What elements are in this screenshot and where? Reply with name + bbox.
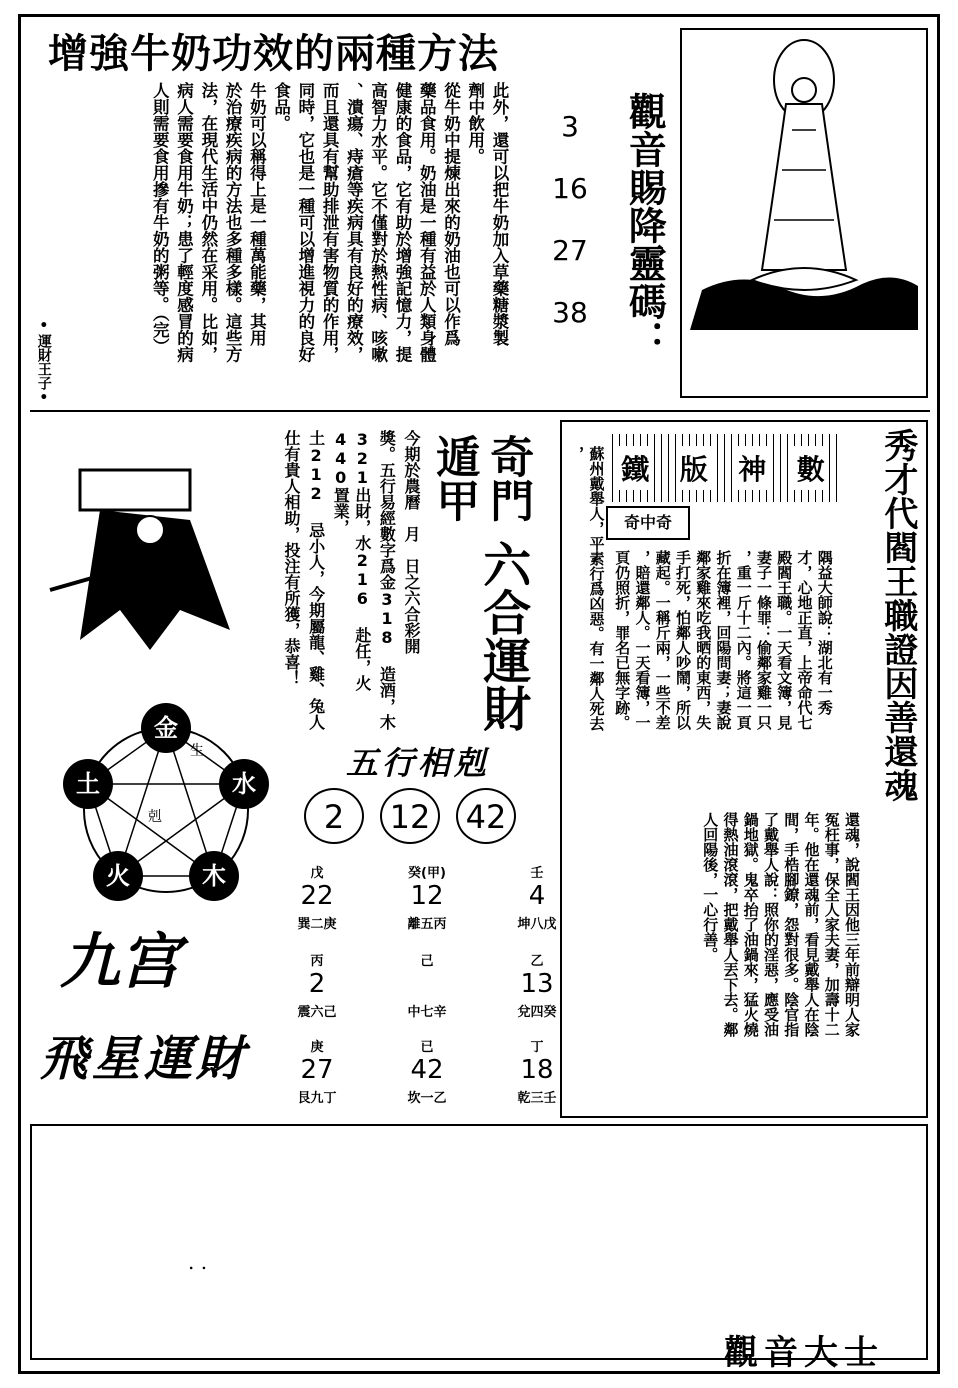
milk-column: 從牛奶中提煉出來的奶油也可以作爲 <box>441 82 461 346</box>
milk-column: 法，在現代生活中仍然在采用。比如， <box>198 82 218 363</box>
grid-cell-num: 27 <box>300 1055 334 1085</box>
wuxing-node-mu: 木 <box>189 851 239 901</box>
guanyin-label: 觀音大士 <box>724 1333 884 1373</box>
xiucai-column-group <box>566 446 607 826</box>
guanyin-number: 16 <box>552 172 588 205</box>
qizhongqi-tag: 奇中奇 <box>606 506 690 540</box>
xiucai-column: 冤枉事，保全人家夫妻，加壽十二 <box>822 812 841 1037</box>
grid-cell-top: 戊 <box>310 866 324 881</box>
xiucai-column: ，賠還鄰人。一天看簿，一 <box>633 550 652 730</box>
milk-column: 牛奶可以稱得上是一種萬能藥，其用 <box>247 82 267 346</box>
xiucai-column: 殿閻王職。一天看文簿，見 <box>775 550 794 730</box>
xiucai-column-group <box>700 812 862 1108</box>
grid-cell-bottom: 震六己 <box>297 1005 337 1020</box>
xiucai-column: ， <box>567 446 586 461</box>
tiebanshen-char-4: 數 <box>793 446 829 490</box>
grid-cell-top: 已 <box>420 1040 434 1055</box>
guanyin-title: 觀音賜降靈碼： <box>622 92 667 358</box>
xiucai-column: 得熱油滾滾，把戴舉人丟下去。鄰 <box>721 812 740 1037</box>
milk-column: 高智力水平。它不僅對於熱性病、咳嗽 <box>368 82 388 363</box>
grid-cell-num <box>372 969 482 1001</box>
guanyin-number: 27 <box>552 234 588 267</box>
grid-cell-bottom: 乾三壬 <box>517 1091 557 1106</box>
grid-cell-num: 2 <box>308 969 326 999</box>
qimen-column: 仕有貴人相助，投注有所獲，恭喜！ <box>282 430 302 686</box>
xiucai-column: 折在簿裡，回陽問妻；妻說 <box>714 550 733 730</box>
milk-article-body <box>58 82 510 408</box>
grid-cell-bottom: 坎一乙 <box>407 1091 447 1106</box>
qimen-column: 今期於農曆 月 日之六合彩開 <box>402 430 421 654</box>
milk-column: 食品。 <box>271 82 291 132</box>
wuxing-node-tu: 土 <box>63 759 113 809</box>
tiebanshen-char-3: 神 <box>734 446 770 490</box>
xiucai-column: 頁仍照折，罪名已無字跡。 <box>613 550 632 730</box>
xiucai-column: 了戴舉人說：照你的淫惡，應受油 <box>762 812 780 1037</box>
milk-column: 劑中飲用。 <box>465 82 485 165</box>
qimen-title-c: 六合運財 <box>474 540 531 732</box>
grid-cell-bottom: 坤八戊 <box>517 917 557 932</box>
grid-cell <box>262 1036 372 1106</box>
wuxing-node-huo: 火 <box>93 851 143 901</box>
guanyin-image <box>680 28 928 398</box>
xiucai-column: 鄰家雞來吃我晒的東西，失 <box>694 550 713 730</box>
xiucai-column: 才，心地正直，上帝命代七 <box>795 550 814 730</box>
xiucai-column: 間，手梏腳鐐，怨對很多。陰官指 <box>782 812 801 1037</box>
grid-cell-num: 22 <box>300 881 334 911</box>
grid-cell-top: 壬 <box>530 866 544 881</box>
guanyin-number: 38 <box>552 296 588 329</box>
grid-cell <box>372 862 482 932</box>
milk-column: 、潰瘍、痔瘡等疾病具有良好的療效， <box>344 82 364 363</box>
milk-column: 人則需要食用摻有牛奶的粥等。（完） <box>150 82 170 355</box>
grid-cell-bottom: 兌四癸 <box>517 1005 557 1020</box>
grid-cell-top: 己 <box>420 954 434 969</box>
guandi-figure-icon <box>40 460 240 660</box>
xiucai-column: 還魂，說閻王因他三年前辯明人家 <box>843 812 861 1037</box>
jiugong-subtitle: 飛星運財 <box>40 1031 249 1087</box>
grid-cell <box>262 950 372 1020</box>
wuxing-number-3: 42 <box>456 788 516 844</box>
wuxing-number-2: 12 <box>380 788 440 844</box>
qimen-title-a: 奇門 <box>482 434 534 522</box>
grid-cell-bottom: 巽二庚 <box>297 917 337 932</box>
wuxing-node-shui: 水 <box>219 759 269 809</box>
grid-cell <box>372 950 482 1020</box>
milk-column: 病人需要食用牛奶；患了輕度感冒的病 <box>174 82 194 363</box>
milk-column: 於治療疾病的方法也多種多樣。這些方 <box>223 82 243 363</box>
grid-cell-top: 丁 <box>530 1040 544 1055</box>
guanyin-numbers <box>548 110 592 358</box>
milk-article-title: 增強牛奶功效的兩種方法 <box>48 31 499 77</box>
top-divider <box>30 410 930 412</box>
xiucai-column: 蘇州戴舉人，平素行爲凶惡。有一鄰人死去 <box>587 446 606 731</box>
milk-column: 藥品食用。奶油是一種有益於人類身體 <box>417 82 437 363</box>
grid-cell-top: 庚 <box>310 1040 324 1055</box>
grid-cell-num: 4 <box>528 881 546 911</box>
grid-cell <box>262 862 372 932</box>
xiucai-column: 妻子一條罪：偷鄰家雞一只 <box>755 550 773 730</box>
grid-cell-top: 癸(甲) <box>408 866 446 881</box>
grid-cell-num: 13 <box>520 969 554 999</box>
milk-column: 同時，它也是一種可以增進視力的良好 <box>295 82 315 363</box>
xiucai-column: 鍋地獄。鬼卒抬了油鍋來，猛火燒 <box>741 812 760 1037</box>
milk-column: 此外，還可以把牛奶加入草藥糖漿製 <box>490 82 509 346</box>
grid-cell-num: 12 <box>410 881 444 911</box>
grid-cell-bottom: 離五丙 <box>407 917 447 932</box>
xiucai-column: 隅益大師說：湖北有一秀 <box>815 550 834 715</box>
grid-cell-bottom: 艮九丁 <box>297 1091 337 1106</box>
bottom-empty-box <box>30 1124 928 1360</box>
footer-dots: . . <box>188 1250 208 1274</box>
milk-author: •運財王子• <box>35 318 52 406</box>
tiebanshen-char-2: 版 <box>676 446 712 490</box>
grid-cell <box>372 1036 482 1106</box>
qimen-column: 321出財，水216 赴任，火440置業， <box>331 430 372 691</box>
jiugong-title: 九宫 <box>60 927 180 997</box>
grid-cell-top: 乙 <box>530 954 544 969</box>
guanyin-number: 3 <box>561 110 579 143</box>
qimen-body <box>252 430 422 730</box>
guanyin-figure-icon <box>682 30 926 330</box>
grid-cell-num: 42 <box>410 1055 444 1085</box>
tiebanshen-banner <box>606 434 840 502</box>
xiucai-column: 年。他在還魂前，看見戴舉人在陰 <box>802 812 821 1037</box>
qimen-column: 獎。五行易經數字爲金318 造酒，木 <box>377 430 397 730</box>
wuxing-sheng-label: 生 <box>190 743 204 759</box>
grid-cell-bottom: 中七辛 <box>407 1005 447 1020</box>
milk-column: 而且還具有幫助排泄有害物質的作用， <box>320 82 340 363</box>
milk-column: 健康的食品，它有助於增強記憶力，提 <box>392 82 412 363</box>
wuxing-ke-label: 剋 <box>148 809 162 825</box>
grid-cell-top: 丙 <box>310 954 324 969</box>
xiucai-title: 秀才代閻王職證因善還魂 <box>877 428 918 802</box>
wuxing-number-1: 2 <box>304 788 364 844</box>
qimen-column: 土212 忌小人，今期屬龍、雞、兔人 <box>306 430 326 730</box>
wuxing-title: 五行相剋 <box>345 744 490 782</box>
wuxing-node-jin: 金 <box>141 703 191 753</box>
xiucai-column: 手打死，怕鄰人吵鬧，所以 <box>674 550 692 730</box>
xiucai-column: 藏起。一稱斤兩，一些不差 <box>653 550 672 730</box>
qimen-title-b: 遁甲 <box>428 434 480 522</box>
xiucai-column: 人回陽後，一心行善。 <box>701 812 720 962</box>
tiebanshen-char-1: 鐵 <box>617 446 653 490</box>
xiucai-column-group <box>612 550 835 810</box>
grid-cell-num: 18 <box>520 1055 554 1085</box>
xiucai-column: ，重一斤十二內。將這一頁 <box>734 550 753 730</box>
